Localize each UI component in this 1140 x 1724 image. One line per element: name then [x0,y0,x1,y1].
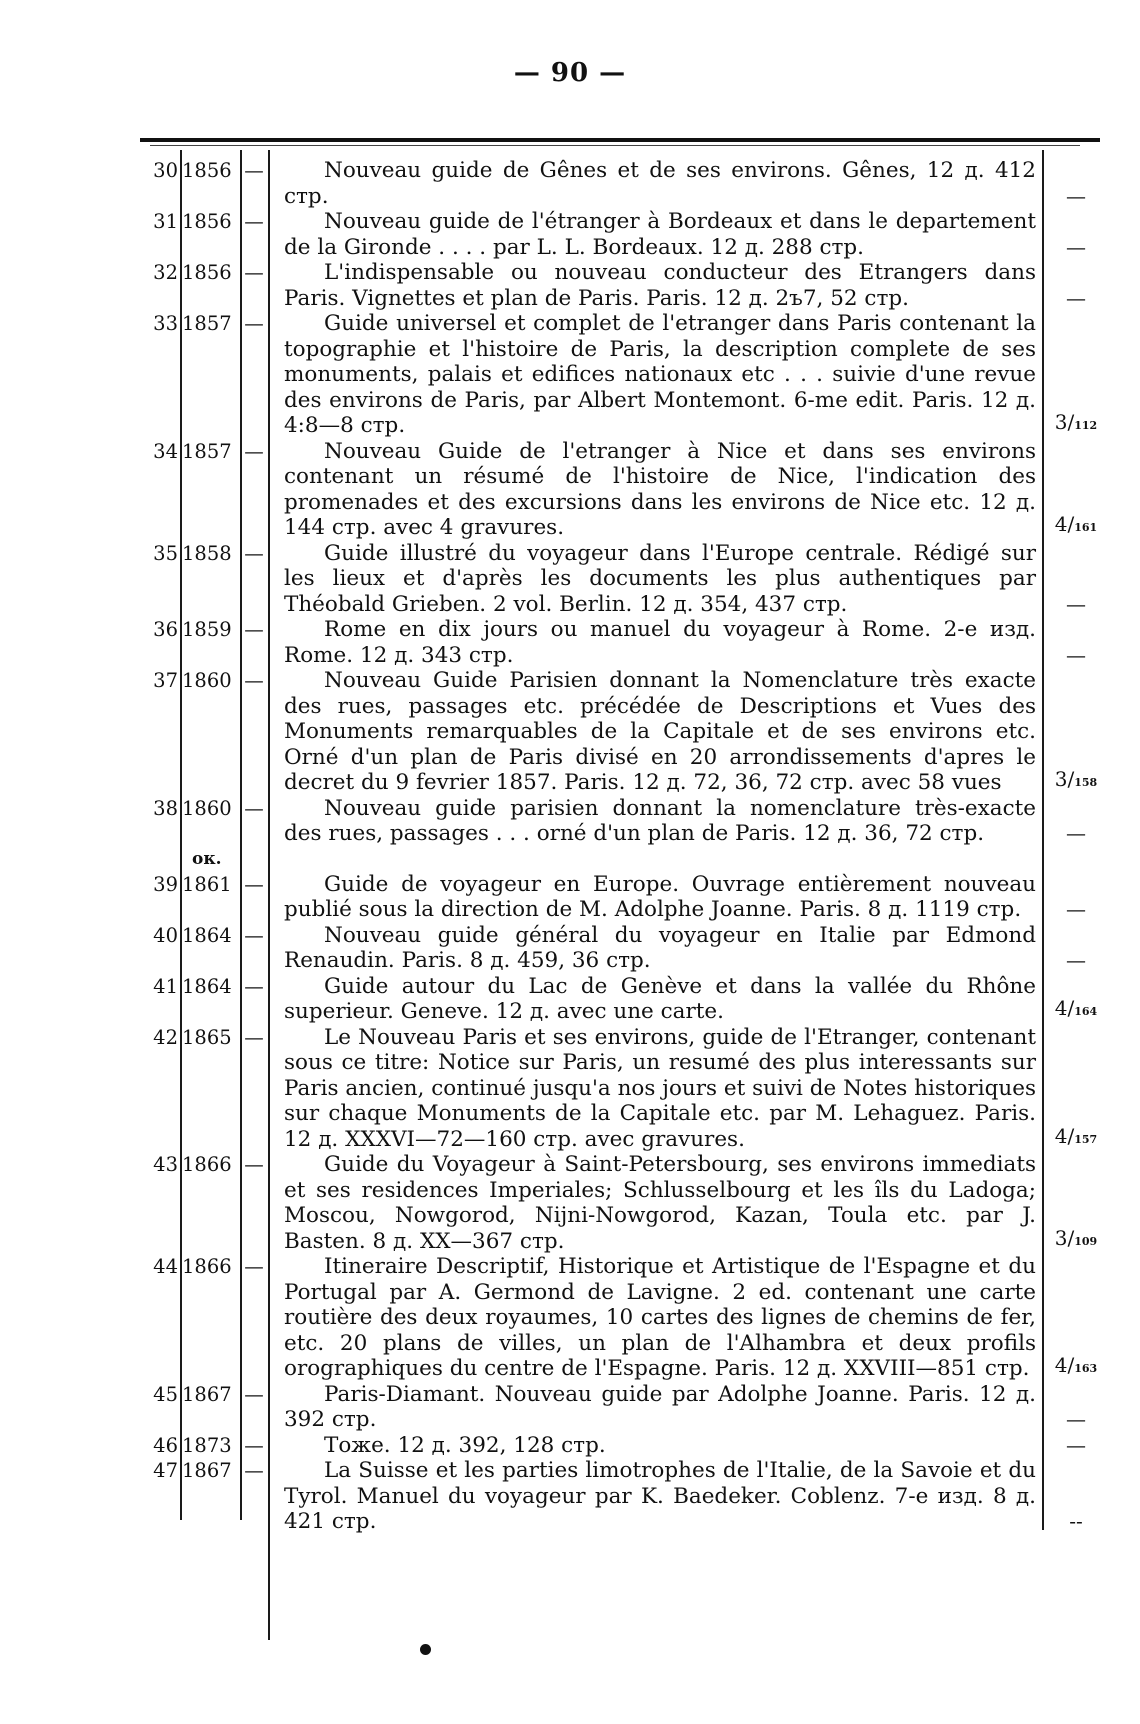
header-rule [140,138,1100,142]
entry-dash: — [244,669,264,692]
entry-number: 33 [153,312,178,335]
catalog-entry [0,1458,1140,1535]
catalog-entry [0,974,1140,1025]
catalog-entry [0,1433,1140,1459]
entry-dash: — [244,159,264,182]
entry-number: 39 [153,872,178,896]
entry-year: 1864 [182,974,232,998]
entry-dash: — [244,1433,264,1457]
entry-price: — [1066,821,1086,845]
entry-year: 1860 [182,796,232,820]
entry-text: Nouveau guide de l'étranger à Bordeaux et dans le departement de la Gironde . . . . par L. L. Bordeaux. 12 д. 288 стр. [284,209,1036,260]
entry-text: Nouveau Guide de l'etranger à Nice et dans ses environs contenant un résumé de l'histoire de Nice, l'indication des promenades et des excursions dans les environs de Nice etc. 12 д. 144 стр. avec 4 gravures. [284,438,1036,540]
entry-text: L'indispensable ou nouveau conducteur des Etrangers dans Paris. Vignettes et plan de Paris. Paris. 12 д. 2ъ7, 52 стр. [284,260,1036,311]
entry-number: 34 [153,439,178,463]
entry-text: Rome en dix jours ou manuel du voyageur à Rome. 2-е изд. Rome. 12 д. 343 стр. [284,617,1036,668]
price-roubles: 4/ [1054,1123,1075,1148]
entry-number: 40 [153,923,178,947]
entry-year: 1873 [182,1433,232,1457]
entry-number: 41 [153,974,178,998]
entry-dash: — [244,923,264,947]
entry-year: 1867 [182,1459,232,1482]
entry-text: Guide de voyageur en Europe. Ouvrage entièrement nouveau publié sous la direction de M. Adolphe Joanne. Paris. 8 д. 1119 стр. [284,871,1036,922]
entry-year: 1866 [182,1255,232,1278]
entry-year-prefix: ок. [192,848,222,869]
catalog-entry [0,311,1140,439]
entry-year: 1867 [182,1382,232,1406]
catalog-entry [0,209,1140,260]
entry-text: Itineraire Descriptif, Historique et Artistique de l'Espagne et du Portugal par A. Germond de Lavigne. 2 ed. contenant une carte routière des deux royaumes, 10 cartes des lignes de chemins de fer, etc. 20 plans de villes, un plan de l'Alhambra et deux profils orographiques du centre de l'Espagne. Paris. 12 д. XXVIII—851 стр. [284,1254,1036,1381]
entry-year: 1856 [182,261,232,284]
catalog-entry [0,1254,1140,1382]
price-kopeks: 158 [1074,776,1098,789]
page-number: — 90 — [513,58,627,88]
catalog-entry [0,541,1140,618]
price-kopeks: 163 [1074,1362,1098,1375]
entry-dash: — [244,618,264,641]
entry-text: Guide illustré du voyageur dans l'Europe centrale. Rédigé sur les lieux et d'après les documents les plus authentiques par Théobald Grieben. 2 vol. Berlin. 12 д. 354, 437 стр. [284,540,1036,617]
entry-number: 38 [153,796,178,820]
entry-price: -- [1069,1509,1083,1533]
entry-dash: — [244,1382,264,1406]
entry-price [1044,1353,1108,1382]
price-roubles: 4/ [1054,996,1075,1020]
entry-dash: — [244,1459,264,1482]
entry-price [1044,767,1108,796]
entry-number: 35 [153,541,178,565]
entry-number: 36 [153,618,178,641]
price-kopeks: 164 [1074,1005,1098,1018]
entry-dash: — [244,796,264,820]
entry-year: 1864 [182,923,232,947]
entry-year: 1856 [182,210,232,233]
entry-price: — [1066,285,1086,310]
entry-text: Nouveau guide général du voyageur en Italie par Edmond Renaudin. Paris. 8 д. 459, 36 стр. [284,922,1036,973]
catalog-entry [0,158,1140,209]
entry-text: Guide universel et complet de l'etranger dans Paris contenant la topographie et l'histoire de Paris, la description complete de ses monuments, palais et edifices nationaux etc . . . suivie d'une revue des environs de Paris, par Albert Montemont. 6-me edit. Paris. 12 д. 4:8—8 стр. [284,311,1036,438]
entry-year: 1857 [182,439,232,463]
entry-year [182,847,236,898]
entry-price: — [1066,591,1086,616]
price-roubles: 3/ [1054,1225,1075,1250]
entry-number: 42 [153,1025,178,1049]
entry-year: 1858 [182,541,232,565]
entry-number: 31 [153,210,178,233]
entry-price: — [1066,948,1086,972]
printer-mark-dot [420,1644,431,1655]
catalog-entry [0,1152,1140,1254]
catalog-entry [0,1025,1140,1153]
entry-year: 1859 [182,618,232,641]
entry-price: — [1066,234,1086,259]
entry-text: Тоже. 12 д. 392, 128 стр. [324,1432,606,1458]
price-roubles: 4/ [1054,1353,1075,1377]
entry-dash: — [244,1255,264,1278]
catalog-entry [0,668,1140,796]
catalog-entry [0,796,1140,847]
price-kopeks: 112 [1074,419,1098,432]
entry-dash: — [244,1025,264,1049]
entry-year: 1856 [182,159,232,182]
entry-number: 45 [153,1382,178,1406]
entry-number: 47 [153,1459,178,1482]
price-roubles: 4/ [1054,512,1075,536]
entry-dash: — [244,872,264,896]
entry-number: 43 [153,1153,178,1176]
entry-price [1044,1124,1108,1153]
entry-price [1044,512,1108,541]
entry-text: Le Nouveau Paris et ses environs, guide de l'Etranger, contenant sous ce titre: Notice sur Paris, un resumé des plus interessants sur Paris ancien, continué jusqu'a nos jours et suivi de Notes historiques sur chaque Monuments de la Capitale etc. par M. Lehaguez. Paris. 12 д. XXXVI—72—160 стр. avec gravures. [284,1024,1036,1152]
entry-year: 1860 [182,669,232,692]
entry-price: — [1066,642,1086,667]
catalog-entry [0,1382,1140,1433]
entry-text: Paris-Diamant. Nouveau guide par Adolphe Joanne. Paris. 12 д. 392 стр. [284,1381,1036,1432]
entry-number: 46 [153,1433,178,1457]
entry-text: Nouveau Guide Parisien donnant la Nomenclature très exacte des rues, passages etc. précédée de Descriptions et Vues des Monuments remarquables de la Capitale et de ses environs etc. Orné d'un plan de Paris divisé en 20 arrondissements d'apres le decret du 9 fevrier 1857. Paris. 12 д. 72, 36, 72 стр. avec 58 vues [284,668,1036,795]
entry-dash: — [244,1153,264,1176]
entry-price [1044,996,1108,1025]
entry-text: Nouveau guide parisien donnant la nomenclature très-exacte des rues, passages . . . orné d'un plan de Paris. 12 д. 36, 72 стр. [284,795,1036,846]
entry-text: Guide du Voyageur à Saint-Petersbourg, ses environs immediats et ses residences Imperiales; Schlusselbourg et les îls du Ladoga; Moscou, Nowgorod, Nijni-Nowgorod, Kazan, Toula etc. par J. Basten. 8 д. XX—367 стр. [284,1152,1036,1254]
entry-dash: — [244,210,264,233]
header-rule-thin [150,145,1080,146]
price-kopeks: 109 [1074,1234,1098,1248]
catalog-entry [0,847,1140,923]
entry-dash: — [244,312,264,335]
entry-price [1044,410,1108,439]
entry-price: — [1066,1407,1086,1431]
entry-number: 44 [153,1255,178,1278]
entry-price: — [1066,183,1086,208]
entry-year: 1866 [182,1153,232,1176]
price-roubles: 3/ [1054,767,1075,791]
entry-dash: — [244,439,264,463]
entry-year: 1857 [182,312,232,335]
entry-dash: — [244,974,264,998]
catalog-entry [0,260,1140,311]
entry-year: 1865 [182,1025,232,1049]
price-kopeks: 161 [1074,521,1098,534]
catalog-entries [0,158,1140,1535]
entry-year-value: 1861 [182,873,232,896]
entry-text: La Suisse et les parties limotrophes de l'Italie, de la Savoie et du Tyrol. Manuel du voyageur par K. Baedeker. Coblenz. 7-е изд. 8 д. 421 стр. [284,1458,1036,1534]
entry-dash: — [244,541,264,565]
catalog-entry [0,439,1140,541]
entry-text: Guide autour du Lac de Genève et dans la vallée du Rhône superieur. Geneve. 12 д. avec une carte. [284,973,1036,1024]
entry-number: 32 [153,261,178,284]
entry-number: 30 [153,159,178,182]
entry-price [1044,1226,1108,1255]
entry-text: Nouveau guide de Gênes et de ses environs. Gênes, 12 д. 412 стр. [284,158,1036,209]
price-roubles: 3/ [1054,410,1075,434]
entry-price: — [1066,1432,1086,1457]
price-kopeks: 157 [1074,1132,1098,1146]
entry-number: 37 [153,669,178,692]
catalog-entry [0,923,1140,974]
entry-dash: — [244,261,264,284]
catalog-entry [0,617,1140,668]
entry-price: — [1066,897,1086,921]
